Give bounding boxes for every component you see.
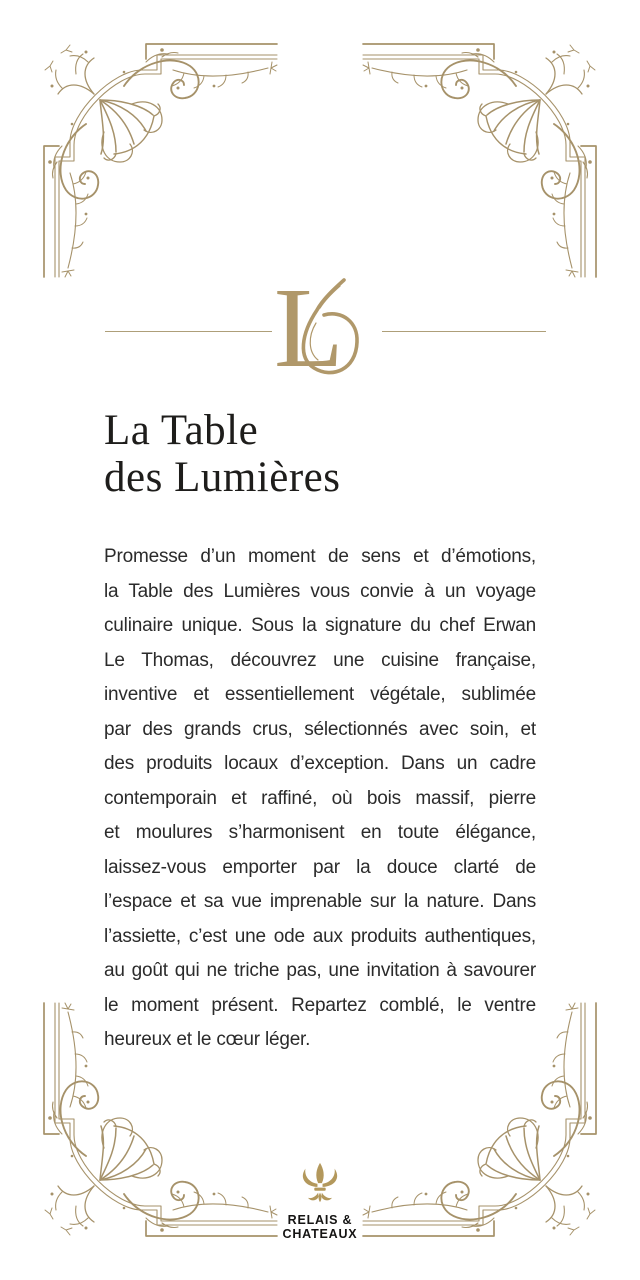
body-line: Promesse d’un moment de sens et d’émotions, bbox=[104, 546, 536, 567]
corner-ornament-top-left bbox=[28, 28, 278, 278]
body-line: et moulures s’harmonisent en toute élégance, bbox=[104, 822, 536, 843]
body-line: contemporain et raffiné, où bois massif, pierre bbox=[104, 787, 536, 809]
body-line: heureux et le cœur léger. bbox=[104, 1029, 311, 1050]
body-line: des produits locaux d’exception. Dans un cadre bbox=[104, 753, 536, 774]
body-line: Le Thomas, découvrez une cuisine française, bbox=[104, 649, 536, 671]
fleur-de-lis-icon bbox=[301, 1160, 339, 1205]
brand-name-line1: RELAIS & bbox=[287, 1213, 353, 1227]
body-line: culinaire unique. Sous la signature du chef Erwan bbox=[104, 615, 536, 636]
description-text bbox=[104, 540, 536, 1058]
body-line: la Table des Lumières vous convie à un voyage bbox=[104, 580, 536, 602]
divider-line-right bbox=[382, 331, 546, 332]
page-title-line: La Table bbox=[104, 407, 259, 454]
corner-ornament-top-right bbox=[362, 28, 612, 278]
body-line: l’assiette, c’est une ode aux produits authentiques, bbox=[104, 925, 536, 947]
divider-line-left bbox=[105, 331, 272, 332]
body-line: au goût qui ne triche pas, une invitation à savourer bbox=[104, 960, 536, 981]
body-line: par des grands crus, sélectionnés avec soin, et bbox=[104, 718, 536, 740]
brand-logo bbox=[0, 1160, 640, 1241]
page-title bbox=[104, 407, 340, 501]
body-line: le moment présent. Repartez comblé, le ventre bbox=[104, 994, 536, 1016]
monogram-letter: L bbox=[274, 264, 344, 391]
brand-name-line2: CHATEAUX bbox=[282, 1226, 358, 1241]
body-line: l’espace et sa vue imprenable sur la nature. Dans bbox=[104, 891, 536, 912]
monogram-logo-icon bbox=[274, 264, 366, 391]
body-line: inventive et essentiellement végétale, sublimée bbox=[104, 684, 536, 705]
body-line: laissez-vous emporter par la douce clarté de bbox=[104, 856, 536, 878]
page-title-line: des Lumières bbox=[104, 454, 341, 501]
